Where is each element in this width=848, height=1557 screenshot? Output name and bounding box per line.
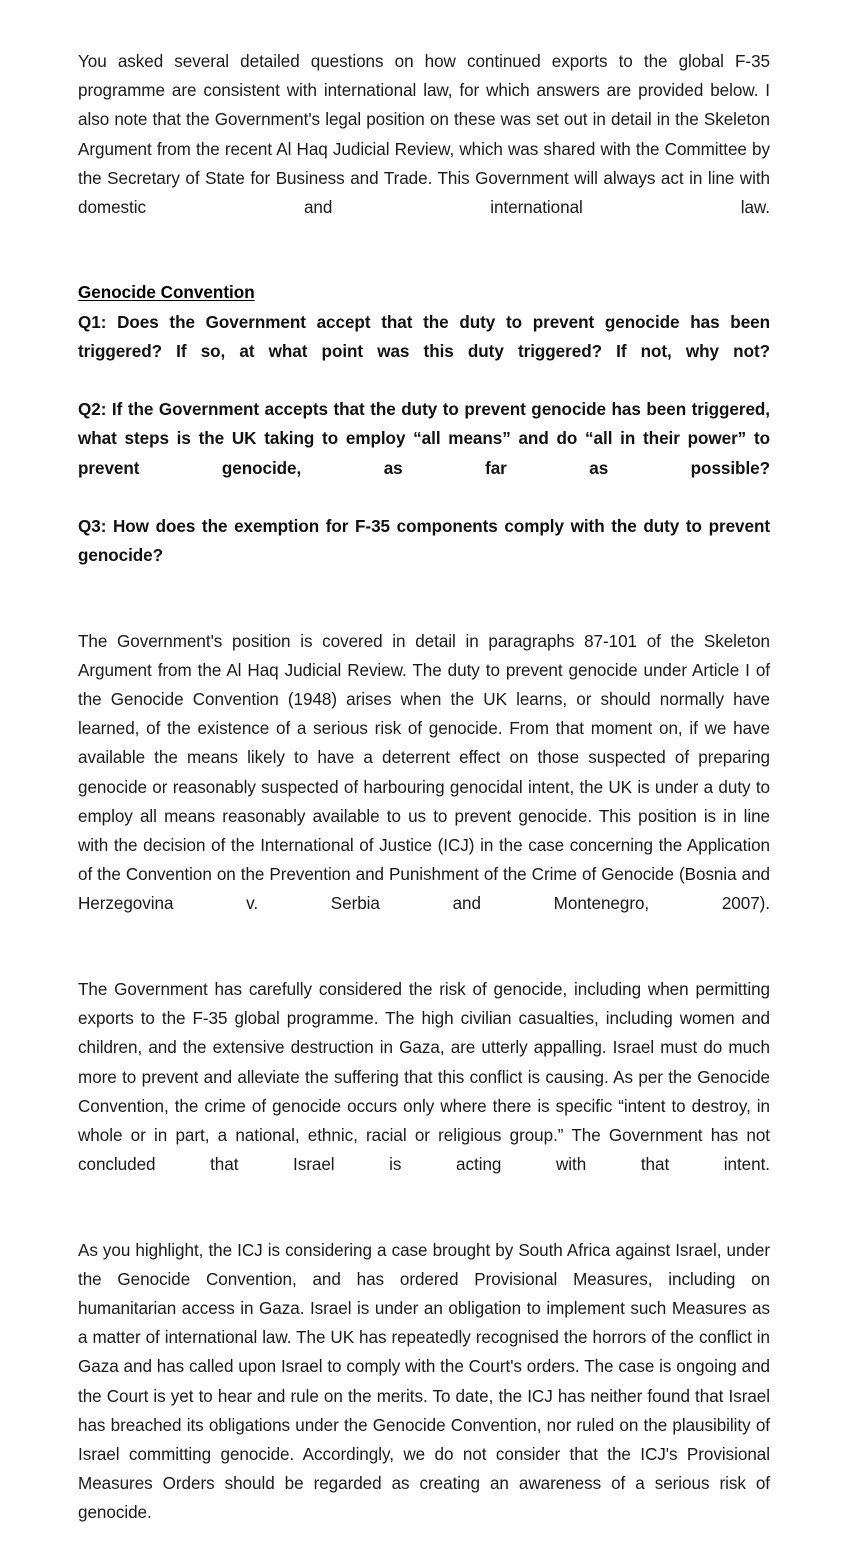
- section-heading-genocide-convention: Genocide Convention: [78, 283, 255, 303]
- paragraph-intro: You asked several detailed questions on how continued exports to the global F-35 programme are consistent with international law, for which answers are provided below. I also note that the Government's legal position on these was set out in detail in the Skeleton Argument from the recent Al Haq Judicial Review, which was shared with the Committee by the Secretary of State for Business and Trade. This Government will always act in line with domestic and international law.: [78, 52, 770, 218]
- question-q2: Q2: If the Government accepts that the duty to prevent genocide has been triggered, what steps is the UK taking to employ “all means” and do “all in their power” to prevent genocide, as far as possible?: [78, 400, 770, 478]
- question-q3: Q3: How does the exemption for F-35 components comply with the duty to prevent genocide?: [78, 517, 770, 566]
- paragraph-icj-case: As you highlight, the ICJ is considering a case brought by South Africa against Israel, under the Genocide Convention, and has ordered Provisional Measures, including on humanitarian access in Gaza. Israel is under an obligation to implement such Measures as a matter of international law. The UK has repeatedly recognised the horrors of the conflict in Gaza and has called upon Israel to comply with the Court's orders. The case is ongoing and the Court is yet to hear and rule on the merits. To date, the ICJ has neither found that Israel has breached its obligations under the Genocide Convention, nor ruled on the plausibility of Israel committing genocide. Accordingly, we do not consider that the ICJ's Provisional Measures Orders should be regarded as creating an awareness of a serious risk of genocide.: [78, 1240, 770, 1523]
- question-q1: Q1: Does the Government accept that the duty to prevent genocide has been triggered? If so, at what point was this duty triggered? If not, why not?: [78, 312, 770, 361]
- paragraph-government-position: The Government's position is covered in detail in paragraphs 87-101 of the Skeleton Argument from the Al Haq Judicial Review. The duty to prevent genocide under Article I of the Genocide Convention (1948) arises when the UK learns, or should normally have learned, of the existence of a serious risk of genocide. From that moment on, if we have available the means likely to have a deterrent effect on those suspected of preparing genocide or reasonably suspected of harbouring genocidal intent, the UK is under a duty to employ all means reasonably available to us to prevent genocide. This position is in line with the decision of the International of Justice (ICJ) in the case concerning the Application of the Convention on the Prevention and Punishment of the Crime of Genocide (Bosnia and Herzegovina v. Serbia and Montenegro, 2007).: [78, 631, 770, 914]
- document-body: [78, 47, 770, 1557]
- section-heading-block: [78, 278, 770, 307]
- paragraph-risk-consideration: The Government has carefully considered the risk of genocide, including when permitting exports to the F-35 global programme. The high civilian casualties, including women and children, and the extensive destruction in Gaza, are utterly appalling. Israel must do much more to prevent and alleviate the suffering that this conflict is causing. As per the Genocide Convention, the crime of genocide occurs only where there is specific “intent to destroy, in whole or in part, a national, ethnic, racial or religious group.” The Government has not concluded that Israel is acting with that intent.: [78, 979, 770, 1175]
- question-list: [78, 308, 770, 600]
